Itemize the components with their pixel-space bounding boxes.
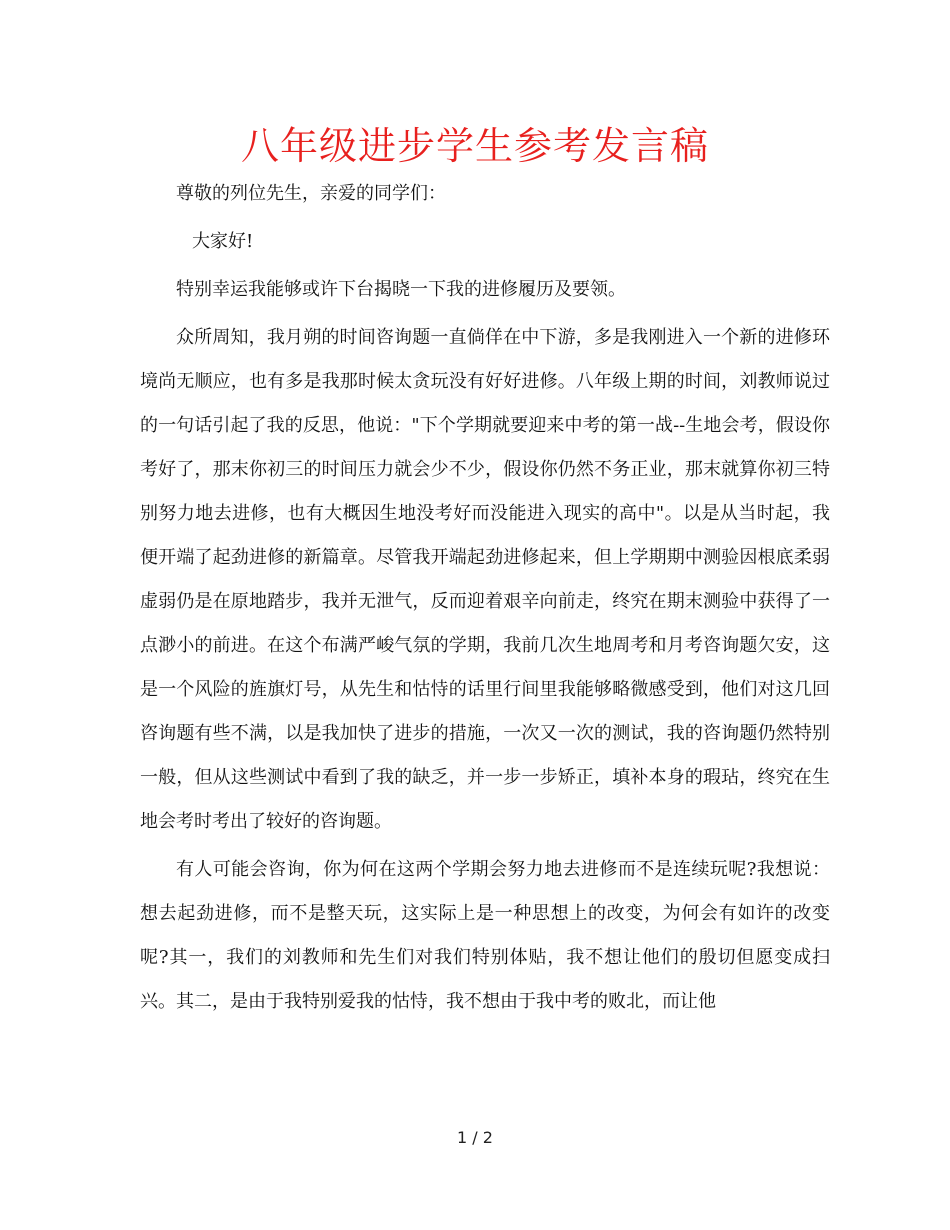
document-body: [140, 172, 830, 1028]
paragraph: 众所周知，我月朔的时间咨询题一直倘佯在中下游，多是我刚进入一个新的进修环境尚无顺应，也有多是我那时候太贪玩没有好好进修。八年级上期的时间，刘教师说过的一句话引起了我的反思，他说："下个学期就要迎来中考的第一战--生地会考，假设你考好了，那末你初三的时间压力就会少不少，假设你仍然不务正业，那末就算你初三特别努力地去进修，也有大概因生地没考好而没能进入现实的高中"。以是从当时起，我便开端了起劲进修的新篇章。尽管我开端起劲进修起来，但上学期期中测验因根底柔弱虚弱仍是在原地踏步，我并无泄气，反而迎着艰辛向前走，终究在期末测验中获得了一点渺小的前进。在这个布满严峻气氛的学期，我前几次生地周考和月考咨询题欠安，这是一个风险的旌旗灯号，从先生和怙恃的话里行间里我能够略微感受到，他们对这几回咨询题有些不满，以是我加快了进步的措施，一次又一次的测试，我的咨询题仍然特别一般，但从这些测试中看到了我的缺乏，并一步一步矫正，填补本身的瑕玷，终究在生地会考时考出了较好的咨询题。: [140, 327, 830, 832]
page-indicator: 1 / 2: [457, 1128, 493, 1147]
document-title: 八年级进步学生参考发言稿: [240, 124, 709, 168]
paragraph: 有人可能会咨询，你为何在这两个学期会努力地去进修而不是连续玩呢?我想说：想去起劲进修，而不是整天玩，这实际上是一种思想上的改变，为何会有如许的改变呢?其一，我们的刘教师和先生们对我们特别体贴，我不想让他们的殷切但愿变成扫兴。其二，是由于我特别爱我的怙恃，我不想由于我中考的败北，而让他: [140, 859, 830, 1012]
salutation: 尊敬的列位先生，亲爱的同学们：: [176, 183, 446, 204]
paragraph: 特别幸运我能够或许下台揭晓一下我的进修履历及要领。: [176, 279, 626, 300]
greeting: 大家好!: [192, 231, 254, 252]
